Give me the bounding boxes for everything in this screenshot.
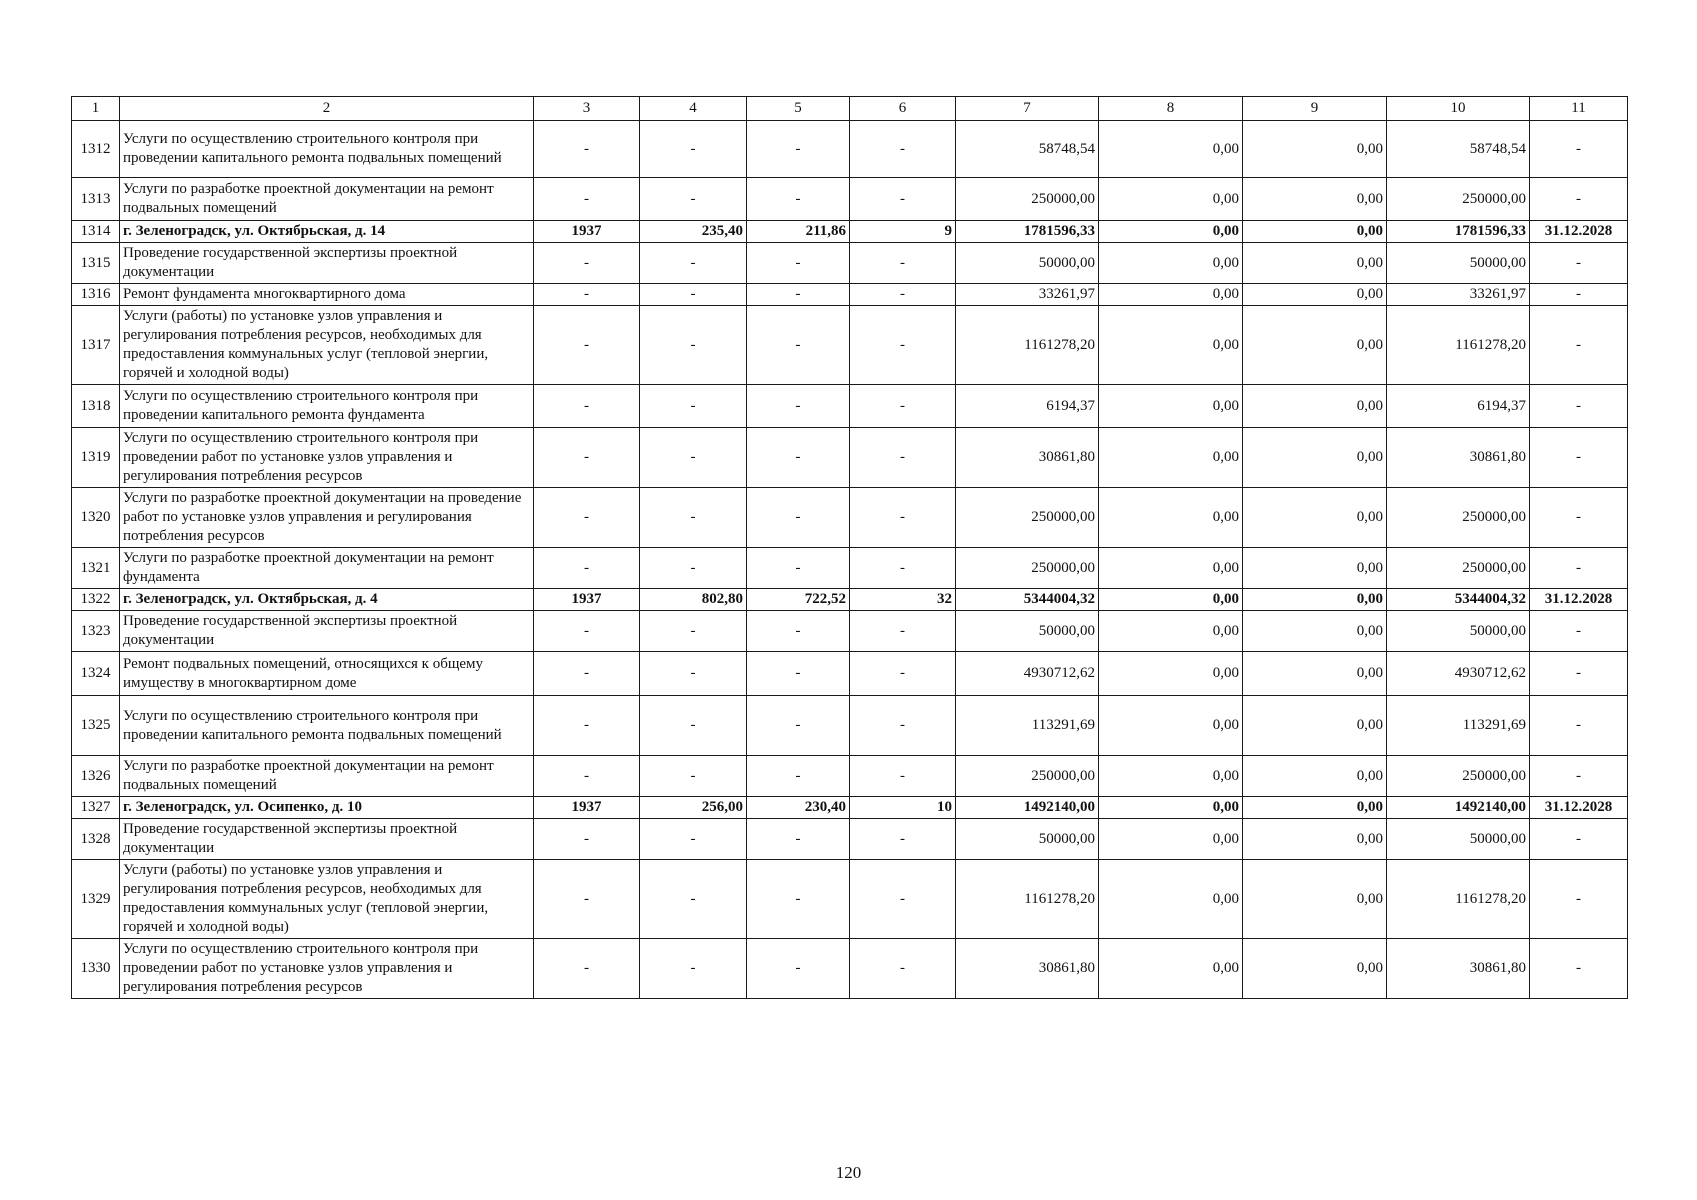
fund-cell-9: 0,00 [1243,797,1387,819]
work-item-row [72,756,1628,797]
area-total-cell: - [640,819,747,860]
owner-funds-cell: 250000,00 [1387,178,1530,221]
residents-cell: - [850,548,956,589]
owner-funds-cell: 33261,97 [1387,284,1530,306]
residents-cell: - [850,121,956,178]
year-cell: - [534,284,640,306]
description-cell: г. Зеленоградск, ул. Октябрьская, д. 4 [120,589,534,611]
work-item-row [72,488,1628,548]
address-row [72,589,1628,611]
owner-funds-cell: 30861,80 [1387,428,1530,488]
year-cell: - [534,243,640,284]
total-cost-cell: 250000,00 [956,178,1099,221]
row-number-cell: 1321 [72,548,120,589]
area-total-cell: - [640,243,747,284]
fund-cell-9: 0,00 [1243,243,1387,284]
area-living-cell: - [747,284,850,306]
work-item-row [72,611,1628,652]
description-cell: Услуги по осуществлению строительного контроля при проведении капитального ремонта подвальных помещений [120,696,534,756]
year-cell: - [534,756,640,797]
description-cell: Ремонт подвальных помещений, относящихся к общему имуществу в многоквартирном доме [120,652,534,696]
area-living-cell: 230,40 [747,797,850,819]
fund-cell-9: 0,00 [1243,548,1387,589]
description-cell: Проведение государственной экспертизы проектной документации [120,819,534,860]
fund-cell-8: 0,00 [1099,797,1243,819]
year-cell: 1937 [534,221,640,243]
year-cell: - [534,548,640,589]
area-living-cell: - [747,385,850,428]
area-total-cell: - [640,428,747,488]
row-number-cell: 1328 [72,819,120,860]
area-total-cell: 802,80 [640,589,747,611]
area-living-cell: - [747,860,850,939]
area-total-cell: - [640,488,747,548]
residents-cell: 10 [850,797,956,819]
year-cell: 1937 [534,797,640,819]
owner-funds-cell: 6194,37 [1387,385,1530,428]
area-living-cell: - [747,696,850,756]
total-cost-cell: 50000,00 [956,819,1099,860]
row-number-cell: 1317 [72,306,120,385]
column-header: 1 [72,97,120,121]
area-living-cell: 211,86 [747,221,850,243]
column-header: 2 [120,97,534,121]
fund-cell-8: 0,00 [1099,819,1243,860]
area-total-cell: - [640,385,747,428]
owner-funds-cell: 1161278,20 [1387,306,1530,385]
fund-cell-8: 0,00 [1099,548,1243,589]
area-total-cell: - [640,696,747,756]
total-cost-cell: 6194,37 [956,385,1099,428]
row-number-cell: 1326 [72,756,120,797]
fund-cell-8: 0,00 [1099,860,1243,939]
total-cost-cell: 30861,80 [956,428,1099,488]
area-total-cell: - [640,652,747,696]
year-cell: - [534,652,640,696]
deadline-cell: 31.12.2028 [1530,797,1628,819]
total-cost-cell: 250000,00 [956,756,1099,797]
description-cell: Услуги по разработке проектной документации на ремонт подвальных помещений [120,178,534,221]
fund-cell-8: 0,00 [1099,428,1243,488]
residents-cell: - [850,696,956,756]
description-cell: Услуги по разработке проектной документации на ремонт фундамента [120,548,534,589]
fund-cell-8: 0,00 [1099,284,1243,306]
owner-funds-cell: 50000,00 [1387,819,1530,860]
work-item-row [72,121,1628,178]
description-cell: Услуги по разработке проектной документации на проведение работ по установке узлов управления и регулирования потребления ресурсов [120,488,534,548]
fund-cell-8: 0,00 [1099,488,1243,548]
residents-cell: - [850,385,956,428]
fund-cell-8: 0,00 [1099,221,1243,243]
fund-cell-9: 0,00 [1243,652,1387,696]
total-cost-cell: 250000,00 [956,488,1099,548]
work-item-row [72,306,1628,385]
residents-cell: - [850,488,956,548]
fund-cell-8: 0,00 [1099,306,1243,385]
table-body [72,97,1628,999]
owner-funds-cell: 1781596,33 [1387,221,1530,243]
column-header: 8 [1099,97,1243,121]
owner-funds-cell: 4930712,62 [1387,652,1530,696]
row-number-cell: 1320 [72,488,120,548]
area-total-cell: - [640,939,747,999]
area-total-cell: 256,00 [640,797,747,819]
row-number-cell: 1323 [72,611,120,652]
work-item-row [72,385,1628,428]
total-cost-cell: 58748,54 [956,121,1099,178]
deadline-cell: - [1530,488,1628,548]
total-cost-cell: 33261,97 [956,284,1099,306]
row-number-cell: 1322 [72,589,120,611]
residents-cell: - [850,652,956,696]
column-header: 3 [534,97,640,121]
residents-cell: - [850,756,956,797]
area-total-cell: - [640,178,747,221]
row-number-cell: 1327 [72,797,120,819]
fund-cell-8: 0,00 [1099,385,1243,428]
residents-cell: - [850,939,956,999]
column-header: 7 [956,97,1099,121]
column-header: 4 [640,97,747,121]
total-cost-cell: 1492140,00 [956,797,1099,819]
total-cost-cell: 50000,00 [956,243,1099,284]
description-cell: Услуги по осуществлению строительного контроля при проведении работ по установке узлов управления и регулирования потребления ресурсов [120,939,534,999]
fund-cell-9: 0,00 [1243,819,1387,860]
fund-cell-9: 0,00 [1243,428,1387,488]
deadline-cell: 31.12.2028 [1530,589,1628,611]
deadline-cell: - [1530,121,1628,178]
deadline-cell: - [1530,243,1628,284]
column-header: 6 [850,97,956,121]
residents-cell: - [850,306,956,385]
residents-cell: - [850,611,956,652]
residents-cell: - [850,178,956,221]
total-cost-cell: 4930712,62 [956,652,1099,696]
address-row [72,221,1628,243]
fund-cell-8: 0,00 [1099,178,1243,221]
fund-cell-8: 0,00 [1099,121,1243,178]
residents-cell: - [850,428,956,488]
fund-cell-8: 0,00 [1099,756,1243,797]
residents-cell: - [850,860,956,939]
work-item-row [72,243,1628,284]
deadline-cell: - [1530,652,1628,696]
deadline-cell: - [1530,756,1628,797]
column-header: 9 [1243,97,1387,121]
row-number-cell: 1315 [72,243,120,284]
area-total-cell: - [640,860,747,939]
fund-cell-8: 0,00 [1099,243,1243,284]
deadline-cell: - [1530,306,1628,385]
deadline-cell: - [1530,428,1628,488]
residents-cell: 32 [850,589,956,611]
area-living-cell: - [747,756,850,797]
deadline-cell: - [1530,385,1628,428]
description-cell: Услуги по осуществлению строительного контроля при проведении работ по установке узлов управления и регулирования потребления ресурсов [120,428,534,488]
row-number-cell: 1313 [72,178,120,221]
fund-cell-8: 0,00 [1099,652,1243,696]
owner-funds-cell: 5344004,32 [1387,589,1530,611]
owner-funds-cell: 1161278,20 [1387,860,1530,939]
description-cell: Услуги (работы) по установке узлов управления и регулирования потребления ресурсов, необходимых для предоставления коммунальных услуг (тепловой энергии, горячей и холодной воды) [120,860,534,939]
residents-cell: - [850,243,956,284]
owner-funds-cell: 1492140,00 [1387,797,1530,819]
description-cell: Проведение государственной экспертизы проектной документации [120,611,534,652]
year-cell: - [534,385,640,428]
register-table [71,96,1628,999]
area-total-cell: - [640,284,747,306]
work-item-row [72,860,1628,939]
area-living-cell: - [747,178,850,221]
column-number-row [72,97,1628,121]
fund-cell-9: 0,00 [1243,178,1387,221]
year-cell: - [534,696,640,756]
year-cell: - [534,178,640,221]
description-cell: Услуги по осуществлению строительного контроля при проведении капитального ремонта подвальных помещений [120,121,534,178]
column-header: 10 [1387,97,1530,121]
page-number: 120 [835,1163,862,1182]
residents-cell: 9 [850,221,956,243]
fund-cell-9: 0,00 [1243,756,1387,797]
fund-cell-9: 0,00 [1243,488,1387,548]
work-item-row [72,548,1628,589]
row-number-cell: 1324 [72,652,120,696]
address-row [72,797,1628,819]
description-cell: Проведение государственной экспертизы проектной документации [120,243,534,284]
total-cost-cell: 113291,69 [956,696,1099,756]
row-number-cell: 1312 [72,121,120,178]
fund-cell-9: 0,00 [1243,121,1387,178]
owner-funds-cell: 58748,54 [1387,121,1530,178]
row-number-cell: 1330 [72,939,120,999]
area-living-cell: - [747,306,850,385]
year-cell: - [534,306,640,385]
description-cell: г. Зеленоградск, ул. Октябрьская, д. 14 [120,221,534,243]
row-number-cell: 1329 [72,860,120,939]
fund-cell-9: 0,00 [1243,385,1387,428]
row-number-cell: 1314 [72,221,120,243]
total-cost-cell: 30861,80 [956,939,1099,999]
total-cost-cell: 50000,00 [956,611,1099,652]
fund-cell-8: 0,00 [1099,611,1243,652]
total-cost-cell: 5344004,32 [956,589,1099,611]
work-item-row [72,178,1628,221]
deadline-cell: - [1530,284,1628,306]
work-item-row [72,819,1628,860]
owner-funds-cell: 250000,00 [1387,548,1530,589]
area-living-cell: - [747,819,850,860]
row-number-cell: 1316 [72,284,120,306]
year-cell: - [534,121,640,178]
area-total-cell: - [640,306,747,385]
residents-cell: - [850,284,956,306]
description-cell: Услуги (работы) по установке узлов управления и регулирования потребления ресурсов, необходимых для предоставления коммунальных услуг (тепловой энергии, горячей и холодной воды) [120,306,534,385]
deadline-cell: - [1530,548,1628,589]
work-item-row [72,652,1628,696]
residents-cell: - [850,819,956,860]
row-number-cell: 1319 [72,428,120,488]
owner-funds-cell: 50000,00 [1387,243,1530,284]
area-total-cell: - [640,548,747,589]
area-living-cell: - [747,652,850,696]
owner-funds-cell: 50000,00 [1387,611,1530,652]
year-cell: - [534,939,640,999]
column-header: 5 [747,97,850,121]
year-cell: - [534,611,640,652]
deadline-cell: - [1530,819,1628,860]
description-cell: Ремонт фундамента многоквартирного дома [120,284,534,306]
work-item-row [72,939,1628,999]
area-living-cell: - [747,548,850,589]
area-living-cell: - [747,939,850,999]
fund-cell-9: 0,00 [1243,611,1387,652]
work-item-row [72,284,1628,306]
fund-cell-9: 0,00 [1243,939,1387,999]
area-living-cell: 722,52 [747,589,850,611]
column-header: 11 [1530,97,1628,121]
area-living-cell: - [747,121,850,178]
area-living-cell: - [747,243,850,284]
fund-cell-9: 0,00 [1243,696,1387,756]
fund-cell-9: 0,00 [1243,589,1387,611]
total-cost-cell: 250000,00 [956,548,1099,589]
work-item-row [72,696,1628,756]
fund-cell-8: 0,00 [1099,939,1243,999]
area-total-cell: - [640,121,747,178]
owner-funds-cell: 250000,00 [1387,488,1530,548]
fund-cell-8: 0,00 [1099,696,1243,756]
deadline-cell: - [1530,860,1628,939]
fund-cell-9: 0,00 [1243,284,1387,306]
owner-funds-cell: 113291,69 [1387,696,1530,756]
description-cell: Услуги по разработке проектной документации на ремонт подвальных помещений [120,756,534,797]
area-total-cell: - [640,611,747,652]
total-cost-cell: 1781596,33 [956,221,1099,243]
row-number-cell: 1318 [72,385,120,428]
year-cell: - [534,819,640,860]
deadline-cell: - [1530,178,1628,221]
fund-cell-9: 0,00 [1243,860,1387,939]
owner-funds-cell: 250000,00 [1387,756,1530,797]
area-total-cell: - [640,756,747,797]
year-cell: - [534,488,640,548]
area-living-cell: - [747,488,850,548]
year-cell: 1937 [534,589,640,611]
description-cell: г. Зеленоградск, ул. Осипенко, д. 10 [120,797,534,819]
year-cell: - [534,860,640,939]
work-item-row [72,428,1628,488]
fund-cell-9: 0,00 [1243,306,1387,385]
area-living-cell: - [747,428,850,488]
year-cell: - [534,428,640,488]
deadline-cell: 31.12.2028 [1530,221,1628,243]
deadline-cell: - [1530,611,1628,652]
description-cell: Услуги по осуществлению строительного контроля при проведении капитального ремонта фундамента [120,385,534,428]
total-cost-cell: 1161278,20 [956,860,1099,939]
fund-cell-8: 0,00 [1099,589,1243,611]
deadline-cell: - [1530,696,1628,756]
deadline-cell: - [1530,939,1628,999]
area-total-cell: 235,40 [640,221,747,243]
area-living-cell: - [747,611,850,652]
total-cost-cell: 1161278,20 [956,306,1099,385]
row-number-cell: 1325 [72,696,120,756]
fund-cell-9: 0,00 [1243,221,1387,243]
owner-funds-cell: 30861,80 [1387,939,1530,999]
